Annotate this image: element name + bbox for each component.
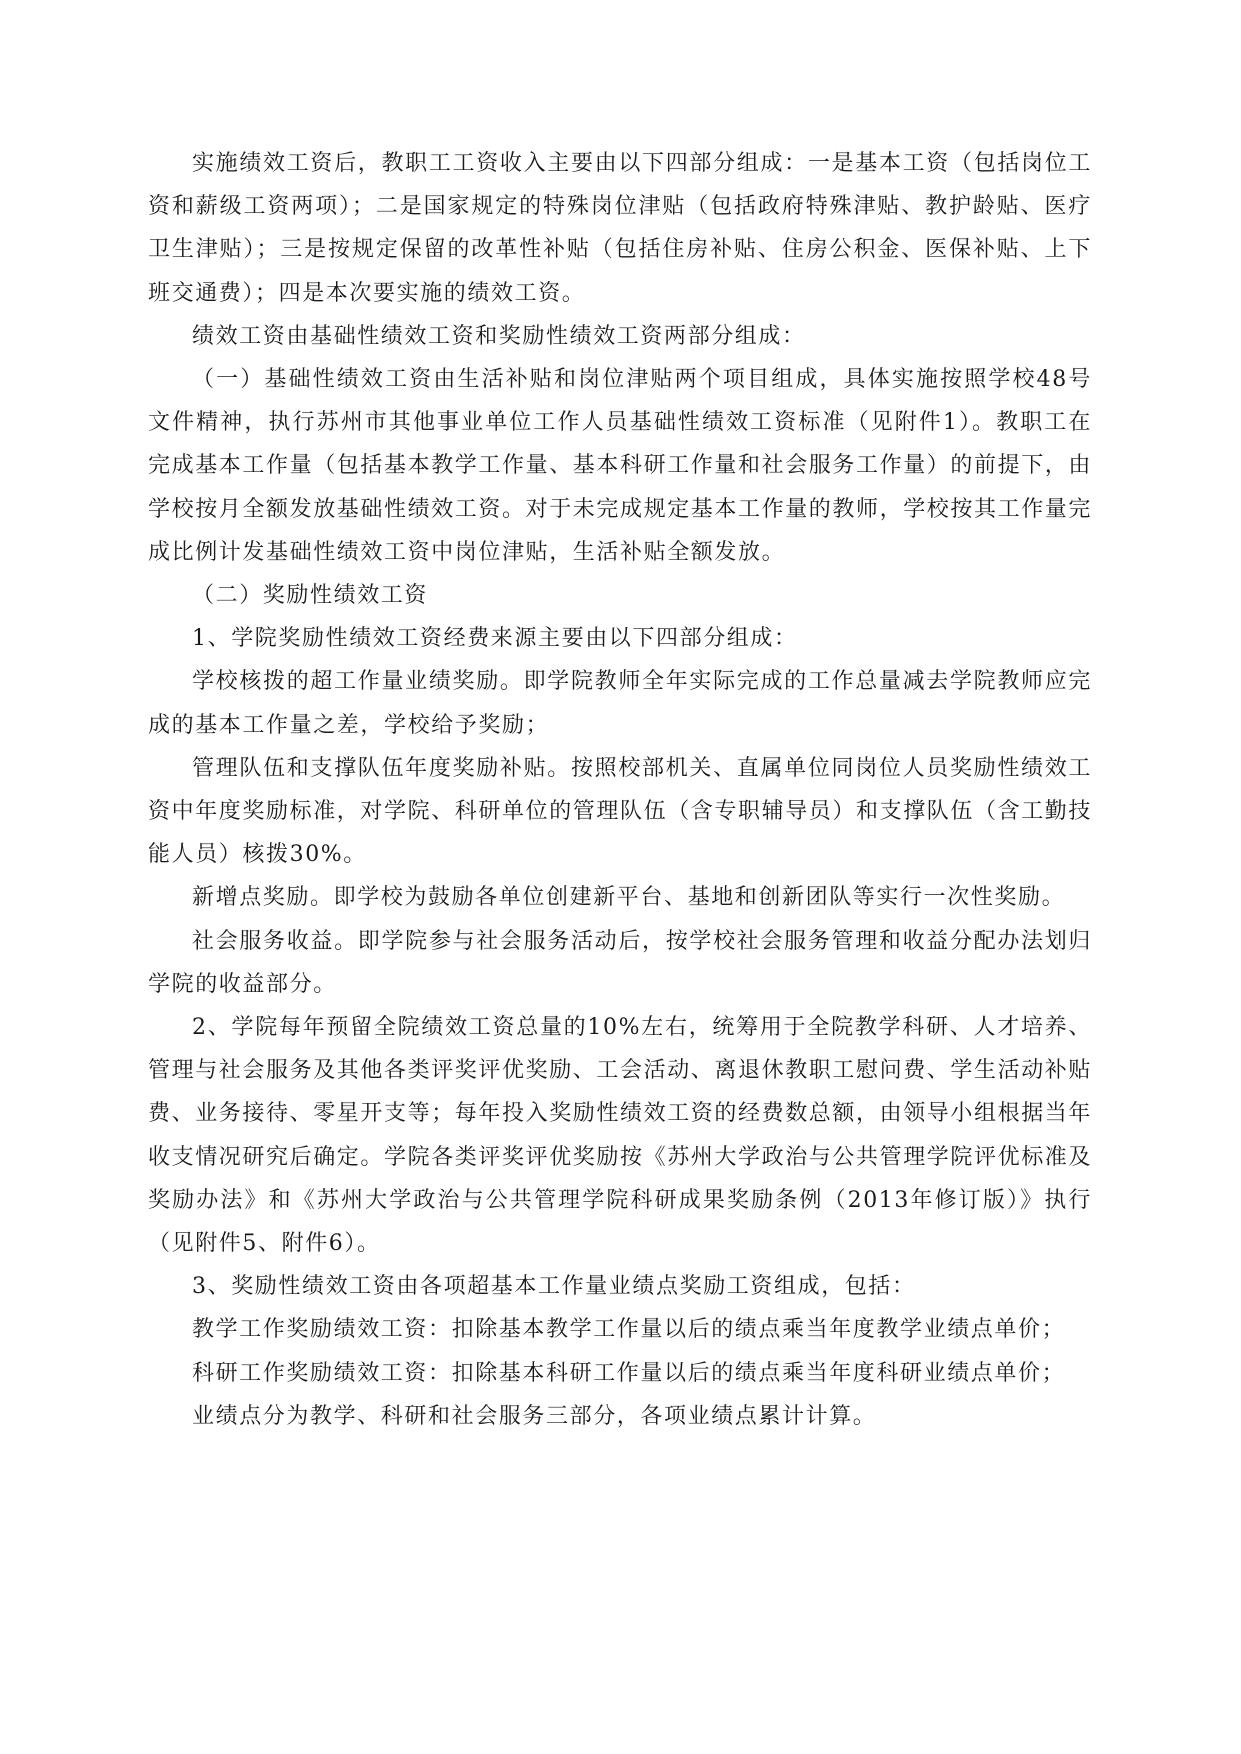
document-body (148, 142, 1092, 1438)
paragraph-new-point-reward: 新增点奖励。即学校为鼓励各单位创建新平台、基地和创新团队等实行一次性奖励。 (192, 885, 1066, 911)
paragraph-social-service-income: 社会服务收益。即学院参与社会服务活动后，按学校社会服务管理和收益分配办法划归学院的收益部分。 (148, 928, 1092, 997)
paragraph-management-subsidy: 管理队伍和支撑队伍年度奖励补贴。按照校部机关、直属单位同岗位人员奖励性绩效工资中年度奖励标准，对学院、科研单位的管理队伍（含专职辅导员）和支撑队伍（含工勤技能人员）核拨30%。 (148, 755, 1093, 868)
paragraph-performance-pay-parts: 绩效工资由基础性绩效工资和奖励性绩效工资两部分组成： (192, 323, 806, 349)
paragraph-overload-reward: 学校核拨的超工作量业绩奖励。即学院教师全年实际完成的工作总量减去学院教师应完成的基本工作量之差，学校给予奖励； (148, 669, 1092, 738)
paragraph-research-reward: 科研工作奖励绩效工资：扣除基本科研工作量以后的绩点乘当年度科研业绩点单价； (192, 1360, 1066, 1386)
heading-incentive-performance-pay: （二）奖励性绩效工资 (192, 583, 429, 609)
paragraph-salary-composition: 实施绩效工资后，教职工工资收入主要由以下四部分组成：一是基本工资（包括岗位工资和薪级工资两项）；二是国家规定的特殊岗位津贴（包括政府特殊津贴、教护龄贴、医疗卫生津贴）；三是按规定保留的改革性补贴（包括住房补贴、住房公积金、医保补贴、上下班交通费）；四是本次要实施的绩效工资。 (148, 151, 1092, 306)
paragraph-funding-sources: 1、学院奖励性绩效工资经费来源主要由以下四部分组成： (192, 626, 798, 652)
paragraph-reserved-fund: 2、学院每年预留全院绩效工资总量的10%左右，统筹用于全院教学科研、人才培养、管理与社会服务及其他各类评奖评优奖励、工会活动、离退休教职工慰问费、学生活动补贴费、业务接待、零星开支等；每年投入奖励性绩效工资的经费数总额，由领导小组根据当年收支情况研究后确定。学院各类评奖评优奖励按《苏州大学政治与公共管理学院评优标准及奖励办法》和《苏州大学政治与公共管理学院科研成果奖励条例（2013年修订版）》执行（见附件5、附件6）。 (148, 1015, 1093, 1257)
paragraph-incentive-composition: 3、奖励性绩效工资由各项超基本工作量业绩点奖励工资组成，包括： (192, 1274, 916, 1300)
paragraph-teaching-reward: 教学工作奖励绩效工资：扣除基本教学工作量以后的绩点乘当年度教学业绩点单价； (192, 1317, 1066, 1343)
paragraph-basic-performance-pay: （一）基础性绩效工资由生活补贴和岗位津贴两个项目组成，具体实施按照学校48号文件精神，执行苏州市其他事业单位工作人员基础性绩效工资标准（见附件1）。教职工在完成基本工作量（包括基本教学工作量、基本科研工作量和社会服务工作量）的前提下，由学校按月全额发放基础性绩效工资。对于未完成规定基本工作量的教师，学校按其工作量完成比例计发基础性绩效工资中岗位津贴，生活补贴全额发放。 (148, 367, 1093, 565)
paragraph-performance-points: 业绩点分为教学、科研和社会服务三部分，各项业绩点累计计算。 (192, 1403, 877, 1429)
